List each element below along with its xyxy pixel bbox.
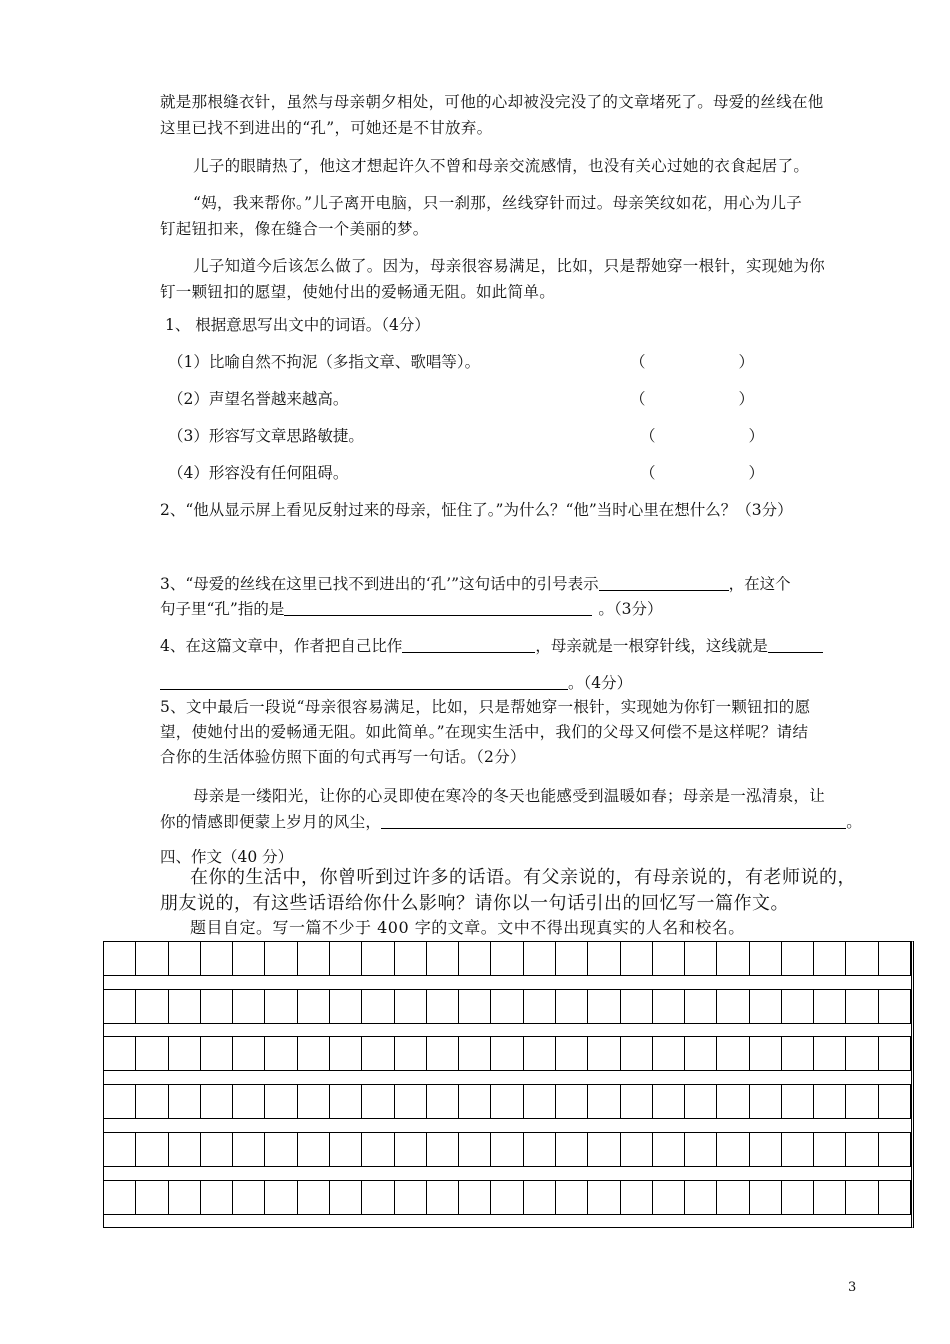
- grid-cell[interactable]: [846, 1037, 878, 1070]
- grid-cell[interactable]: [846, 1085, 878, 1118]
- grid-cell[interactable]: [136, 1085, 168, 1118]
- grid-cell[interactable]: [362, 1181, 394, 1214]
- grid-cell[interactable]: [782, 1133, 814, 1166]
- grid-cell[interactable]: [556, 1037, 588, 1070]
- grid-cell[interactable]: [459, 1133, 491, 1166]
- grid-cell[interactable]: [265, 1037, 297, 1070]
- grid-cell[interactable]: [879, 1085, 911, 1118]
- grid-cell[interactable]: [685, 942, 717, 975]
- grid-row: [104, 989, 911, 1024]
- passage-paragraph-2: [160, 153, 865, 179]
- grid-cell[interactable]: [427, 942, 459, 975]
- text-line: [160, 809, 865, 835]
- grid-cell[interactable]: [717, 1085, 749, 1118]
- grid-cell[interactable]: [169, 1085, 201, 1118]
- grid-cell[interactable]: [233, 1181, 265, 1214]
- grid-cell[interactable]: [621, 1181, 653, 1214]
- grid-cell[interactable]: [330, 1037, 362, 1070]
- grid-cell[interactable]: [491, 1133, 523, 1166]
- grid-cell[interactable]: [685, 990, 717, 1023]
- grid-cell[interactable]: [879, 990, 911, 1023]
- passage-paragraph-1: [160, 89, 865, 141]
- grid-cell[interactable]: [621, 1085, 653, 1118]
- grid-cell[interactable]: [427, 1037, 459, 1070]
- grid-cell[interactable]: [653, 990, 685, 1023]
- text-line: “妈，我来帮你。”儿子离开电脑，只一刹那，丝线穿针而过。母亲笑纹如花，用心为儿子: [193, 194, 803, 212]
- grid-cell[interactable]: [653, 1133, 685, 1166]
- grid-cell[interactable]: [459, 1181, 491, 1214]
- grid-cell[interactable]: [846, 1133, 878, 1166]
- grid-cell[interactable]: [298, 990, 330, 1023]
- grid-cell[interactable]: [201, 990, 233, 1023]
- question-1-item: （2）声望名誉越来越高。: [168, 390, 349, 408]
- grid-cell[interactable]: [362, 990, 394, 1023]
- grid-cell[interactable]: [298, 1085, 330, 1118]
- grid-cell[interactable]: [330, 1085, 362, 1118]
- grid-row: [104, 942, 911, 976]
- grid-cell[interactable]: [169, 990, 201, 1023]
- grid-cell[interactable]: [685, 1037, 717, 1070]
- grid-cell[interactable]: [136, 942, 168, 975]
- grid-cell[interactable]: [233, 1133, 265, 1166]
- text-line: 望，使她付出的爱畅通无阻。如此简单。”在现实生活中，我们的父母又何偿不是这样呢？请结: [160, 723, 809, 741]
- essay-prompt-line-3: 题目自定。写一篇不少于 400 字的文章。文中不得出现真实的人名和校名。: [190, 918, 745, 937]
- grid-cell[interactable]: [395, 942, 427, 975]
- grid-cell[interactable]: [362, 942, 394, 975]
- grid-cell[interactable]: [814, 990, 846, 1023]
- question-1-item: （1）比喻自然不拘泥（多指文章、歌唱等）。: [168, 353, 481, 371]
- grid-cell[interactable]: [136, 1181, 168, 1214]
- answer-blank[interactable]: [160, 671, 568, 690]
- grid-cell[interactable]: [782, 942, 814, 975]
- grid-cell[interactable]: [653, 1085, 685, 1118]
- grid-cell[interactable]: [717, 942, 749, 975]
- grid-cell[interactable]: [782, 1181, 814, 1214]
- grid-cell[interactable]: [201, 1085, 233, 1118]
- answer-blank[interactable]: （ ）: [640, 427, 765, 445]
- grid-cell[interactable]: [395, 1037, 427, 1070]
- question-4-score: 。（4分）: [568, 674, 633, 692]
- question-3-text: 3、“母爱的丝线在这里已找不到进出的‘孔’”这句话中的引号表示: [160, 575, 599, 593]
- grid-cell[interactable]: [491, 1037, 523, 1070]
- grid-cell[interactable]: [427, 1181, 459, 1214]
- essay-heading: 四、作文（40 分）: [160, 848, 294, 866]
- grid-cell[interactable]: [395, 1085, 427, 1118]
- grid-cell[interactable]: [588, 1037, 620, 1070]
- question-1-item: （3）形容写文章思路敏捷。: [168, 427, 364, 445]
- grid-cell[interactable]: [491, 942, 523, 975]
- grid-cell[interactable]: [362, 1085, 394, 1118]
- grid-cell[interactable]: [750, 1133, 782, 1166]
- grid-cell[interactable]: [233, 1037, 265, 1070]
- answer-blank[interactable]: （ ）: [630, 353, 755, 371]
- text-line: 5、文中最后一段说“母亲很容易满足，比如，只是帮她穿一根针，实现她为你钉一颗钮扣的愿: [160, 698, 811, 716]
- grid-row: [104, 1036, 911, 1071]
- grid-cell[interactable]: [459, 990, 491, 1023]
- grid-cell[interactable]: [136, 1133, 168, 1166]
- grid-cell[interactable]: [879, 942, 911, 975]
- grid-cell[interactable]: [846, 942, 878, 975]
- text-line: 这里已找不到进出的“孔”，可她还是不甘放弃。: [160, 119, 493, 137]
- grid-cell[interactable]: [750, 942, 782, 975]
- grid-cell[interactable]: [104, 1181, 136, 1214]
- question-3-score: 。（3分）: [598, 600, 663, 618]
- question-5-example: [160, 783, 865, 835]
- grid-row: [104, 1132, 911, 1167]
- question-1-item: （4）形容没有任何阻碍。: [168, 464, 349, 482]
- grid-cell[interactable]: [588, 1085, 620, 1118]
- grid-cell[interactable]: [685, 1181, 717, 1214]
- grid-cell[interactable]: [846, 990, 878, 1023]
- grid-cell[interactable]: [846, 1181, 878, 1214]
- grid-cell[interactable]: [524, 1181, 556, 1214]
- grid-cell[interactable]: [136, 990, 168, 1023]
- grid-cell[interactable]: [169, 1133, 201, 1166]
- answer-blank[interactable]: [599, 572, 729, 591]
- grid-cell[interactable]: [233, 942, 265, 975]
- grid-cell[interactable]: [298, 1133, 330, 1166]
- grid-cell[interactable]: [621, 990, 653, 1023]
- question-4-line-2: [160, 671, 632, 695]
- grid-cell[interactable]: [395, 1181, 427, 1214]
- grid-cell[interactable]: [750, 1085, 782, 1118]
- grid-cell[interactable]: [556, 1181, 588, 1214]
- grid-cell[interactable]: [653, 1037, 685, 1070]
- grid-cell[interactable]: [136, 1037, 168, 1070]
- grid-cell[interactable]: [879, 1037, 911, 1070]
- grid-cell[interactable]: [362, 1037, 394, 1070]
- grid-cell[interactable]: [427, 990, 459, 1023]
- grid-cell[interactable]: [169, 1037, 201, 1070]
- grid-cell[interactable]: [588, 1181, 620, 1214]
- grid-cell[interactable]: [265, 1181, 297, 1214]
- grid-cell[interactable]: [621, 1133, 653, 1166]
- grid-cell[interactable]: [621, 942, 653, 975]
- grid-cell[interactable]: [588, 990, 620, 1023]
- grid-cell[interactable]: [879, 1133, 911, 1166]
- grid-cell[interactable]: [524, 1133, 556, 1166]
- question-5: [160, 695, 865, 770]
- grid-cell[interactable]: [298, 1181, 330, 1214]
- grid-cell[interactable]: [330, 1133, 362, 1166]
- page-number: 3: [848, 1280, 857, 1295]
- grid-cell[interactable]: [782, 1085, 814, 1118]
- grid-cell[interactable]: [814, 942, 846, 975]
- grid-cell[interactable]: [265, 1133, 297, 1166]
- grid-cell[interactable]: [427, 1133, 459, 1166]
- grid-cell[interactable]: [524, 990, 556, 1023]
- example-end: 。: [846, 813, 863, 831]
- grid-cell[interactable]: [104, 942, 136, 975]
- grid-cell[interactable]: [717, 1181, 749, 1214]
- question-3-line-2: [160, 597, 662, 621]
- grid-cell[interactable]: [588, 1133, 620, 1166]
- question-3-text: 句子里“孔”指的是: [160, 600, 285, 618]
- grid-cell[interactable]: [169, 1181, 201, 1214]
- question-4-text: 4、在这篇文章中，作者把自己比作: [160, 637, 403, 655]
- grid-cell[interactable]: [750, 1181, 782, 1214]
- grid-cell[interactable]: [104, 990, 136, 1023]
- text-line: 钉起钮扣来，像在缝合一个美丽的梦。: [160, 220, 429, 238]
- grid-cell[interactable]: [524, 942, 556, 975]
- answer-blank[interactable]: [768, 634, 823, 653]
- grid-cell[interactable]: [362, 1133, 394, 1166]
- grid-cell[interactable]: [265, 1085, 297, 1118]
- grid-cell[interactable]: [201, 1133, 233, 1166]
- grid-cell[interactable]: [330, 990, 362, 1023]
- grid-cell[interactable]: [459, 1085, 491, 1118]
- grid-cell[interactable]: [298, 1037, 330, 1070]
- grid-cell[interactable]: [814, 1181, 846, 1214]
- grid-cell[interactable]: [814, 1085, 846, 1118]
- grid-cell[interactable]: [459, 1037, 491, 1070]
- grid-cell[interactable]: [265, 990, 297, 1023]
- grid-cell[interactable]: [298, 942, 330, 975]
- essay-prompt-line-2: 朋友说的，有这些话语给你什么影响？请你以一句话引出的回忆写一篇作文。: [160, 893, 789, 914]
- question-3-text: ，在这个: [728, 575, 791, 593]
- grid-cell[interactable]: [459, 942, 491, 975]
- grid-cell[interactable]: [330, 1181, 362, 1214]
- grid-cell[interactable]: [395, 1133, 427, 1166]
- answer-blank[interactable]: [381, 810, 846, 829]
- grid-cell[interactable]: [201, 1037, 233, 1070]
- grid-cell[interactable]: [717, 1037, 749, 1070]
- grid-cell[interactable]: [491, 1085, 523, 1118]
- grid-cell[interactable]: [169, 942, 201, 975]
- grid-cell[interactable]: [427, 1085, 459, 1118]
- grid-row: [104, 1084, 911, 1119]
- grid-cell[interactable]: [265, 942, 297, 975]
- grid-cell[interactable]: [395, 990, 427, 1023]
- grid-cell[interactable]: [653, 942, 685, 975]
- grid-cell[interactable]: [814, 1133, 846, 1166]
- answer-blank[interactable]: [284, 597, 592, 616]
- grid-cell[interactable]: [685, 1133, 717, 1166]
- text-line: 儿子的眼睛热了，他这才想起许久不曾和母亲交流感情，也没有关心过她的衣食起居了。: [193, 157, 810, 175]
- grid-cell[interactable]: [556, 1133, 588, 1166]
- question-1-title: 1、 根据意思写出文中的词语。（4分）: [165, 316, 430, 334]
- grid-cell[interactable]: [588, 942, 620, 975]
- text-line: 钉一颗钮扣的愿望，使她付出的爱畅通无阻。如此简单。: [160, 283, 556, 301]
- question-2: 2、“他从显示屏上看见反射过来的母亲，怔住了。”为什么？“他”当时心里在想什么？（3分）: [160, 501, 793, 519]
- grid-cell[interactable]: [782, 1037, 814, 1070]
- grid-cell[interactable]: [750, 1037, 782, 1070]
- grid-cell[interactable]: [233, 1085, 265, 1118]
- grid-cell[interactable]: [556, 1085, 588, 1118]
- text-line: 就是那根缝衣针，虽然与母亲朝夕相处，可他的心却被没完没了的文章堵死了。母爱的丝线在他: [160, 93, 824, 111]
- question-4-line-1: [160, 634, 823, 658]
- grid-cell[interactable]: [556, 990, 588, 1023]
- grid-cell[interactable]: [104, 1037, 136, 1070]
- grid-cell[interactable]: [233, 990, 265, 1023]
- passage-paragraph-3: [160, 190, 865, 242]
- passage-paragraph-4: [160, 253, 865, 305]
- grid-cell[interactable]: [653, 1181, 685, 1214]
- grid-cell[interactable]: [201, 942, 233, 975]
- grid-cell[interactable]: [717, 990, 749, 1023]
- grid-cell[interactable]: [330, 942, 362, 975]
- grid-cell[interactable]: [524, 1037, 556, 1070]
- answer-blank[interactable]: （ ）: [630, 390, 755, 408]
- text-line: 合你的生活体验仿照下面的句式再写一句话。（2分）: [160, 748, 526, 766]
- grid-cell[interactable]: [491, 1181, 523, 1214]
- grid-cell[interactable]: [750, 990, 782, 1023]
- question-4-text: ，母亲就是一根穿针线，这线就是: [535, 637, 768, 655]
- grid-row: [104, 1180, 911, 1215]
- grid-cell[interactable]: [104, 1133, 136, 1166]
- text-line: 儿子知道今后该怎么做了。因为，母亲很容易满足，比如，只是帮她穿一根针，实现她为你: [193, 257, 826, 275]
- grid-cell[interactable]: [782, 990, 814, 1023]
- example-text: 你的情感即便蒙上岁月的风尘，: [160, 813, 382, 831]
- question-3-line-1: [160, 572, 791, 596]
- grid-cell[interactable]: [556, 942, 588, 975]
- grid-cell[interactable]: [717, 1133, 749, 1166]
- grid-cell[interactable]: [621, 1037, 653, 1070]
- answer-blank[interactable]: （ ）: [640, 464, 765, 482]
- text-line: 母亲是一缕阳光，让你的心灵即使在寒冷的冬天也能感受到温暖如春；母亲是一泓清泉，让: [193, 787, 826, 805]
- answer-blank[interactable]: [402, 634, 535, 653]
- grid-cell[interactable]: [524, 1085, 556, 1118]
- writing-grid: [103, 941, 914, 1228]
- grid-cell[interactable]: [685, 1085, 717, 1118]
- grid-cell[interactable]: [104, 1085, 136, 1118]
- grid-cell[interactable]: [491, 990, 523, 1023]
- grid-cell[interactable]: [201, 1181, 233, 1214]
- grid-cell[interactable]: [814, 1037, 846, 1070]
- essay-prompt-line-1: 在你的生活中，你曾听到过许多的话语。有父亲说的，有母亲说的，有老师说的，: [190, 867, 856, 888]
- grid-cell[interactable]: [879, 1181, 911, 1214]
